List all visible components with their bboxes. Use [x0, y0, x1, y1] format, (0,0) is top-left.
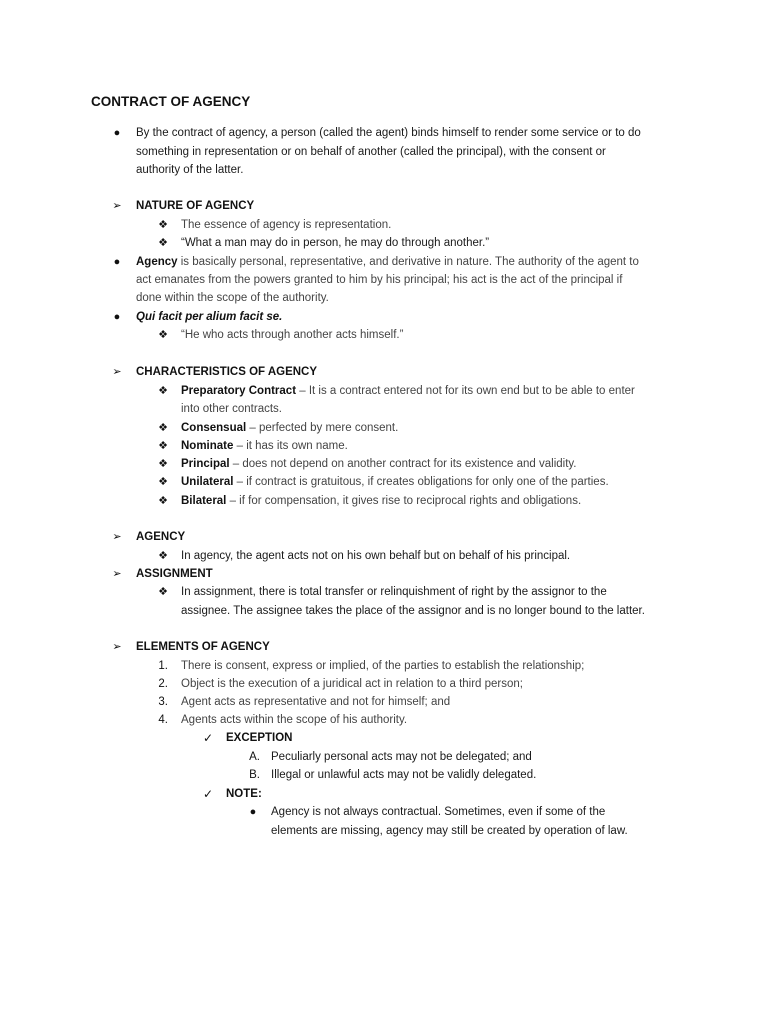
agency-heading: AGENCY — [136, 531, 186, 543]
characteristic-term: Principal — [181, 458, 230, 470]
characteristic-text: – perfected by mere consent. — [246, 422, 399, 434]
characteristic-text: – It is a contract entered not for its own end but to be able to enter — [296, 385, 635, 397]
element-item: Object is the execution of a juridical act in relation to a third person; — [181, 678, 523, 690]
diamond-bullet-icon: ❖ — [158, 476, 168, 488]
agency-item: In agency, the agent acts not on his own behalf but on behalf of his principal. — [181, 550, 571, 562]
intro-line-1: By the contract of agency, a person (called the agent) binds himself to render some service or to do — [136, 127, 641, 139]
latin-maxim: Qui facit per alium facit se. — [136, 311, 283, 323]
list-letter: A. — [249, 751, 260, 763]
arrow-bullet-icon: ➢ — [112, 200, 122, 212]
nature-heading: NATURE OF AGENCY — [136, 200, 255, 212]
agency-bullet-line-2: act emanates from the powers granted to him by his principal; his act is the act of the principal if — [136, 274, 623, 286]
nature-item-2: “What a man may do in person, he may do through another.” — [181, 237, 490, 249]
element-item: Agent acts as representative and not for himself; and — [181, 696, 451, 708]
diamond-bullet-icon: ❖ — [158, 237, 168, 249]
list-number: 1. — [158, 660, 168, 672]
characteristic-term: Bilateral — [181, 495, 227, 507]
characteristic-text: – it has its own name. — [233, 440, 348, 452]
assignment-line-2: assignee. The assignee takes the place of the assignor and is no longer bound to the latter. — [181, 605, 645, 617]
diamond-bullet-icon: ❖ — [158, 550, 168, 562]
characteristic-text: – does not depend on another contract for its existence and validity. — [229, 458, 577, 470]
exception-label: EXCEPTION — [226, 732, 293, 744]
characteristic-text: – if contract is gratuitous, if creates obligations for only one of the parties. — [233, 476, 609, 488]
characteristic-term: Unilateral — [181, 476, 234, 488]
diamond-bullet-icon: ❖ — [158, 385, 168, 397]
agency-bullet-line-3: done within the scope of the authority. — [136, 292, 329, 304]
list-number: 3. — [158, 696, 168, 708]
document-title: CONTRACT OF AGENCY — [91, 94, 251, 109]
nature-item-1: The essence of agency is representation. — [181, 219, 392, 231]
exception-item: Illegal or unlawful acts may not be validly delegated. — [271, 769, 537, 781]
diamond-bullet-icon: ❖ — [158, 329, 168, 341]
characteristic-item — [181, 473, 609, 491]
exception-item: Peculiarly personal acts may not be delegated; and — [271, 751, 532, 763]
diamond-bullet-icon: ❖ — [158, 495, 168, 507]
diamond-bullet-icon: ❖ — [158, 440, 168, 452]
characteristic-text: – if for compensation, it gives rise to reciprocal rights and obligations. — [226, 495, 582, 507]
diamond-bullet-icon: ❖ — [158, 586, 168, 598]
note-line-1: Agency is not always contractual. Sometimes, even if some of the — [271, 806, 606, 818]
assignment-heading: ASSIGNMENT — [136, 568, 213, 580]
list-number: 4. — [158, 714, 168, 726]
arrow-bullet-icon: ➢ — [112, 531, 122, 543]
characteristic-item — [181, 437, 348, 455]
list-letter: B. — [249, 769, 260, 781]
arrow-bullet-icon: ➢ — [112, 641, 122, 653]
characteristic-item — [181, 455, 577, 473]
diamond-bullet-icon: ❖ — [158, 422, 168, 434]
intro-line-2: something in representation or on behalf of another (called the principal), with the consent or — [136, 146, 606, 158]
arrow-bullet-icon: ➢ — [112, 568, 122, 580]
agency-bullet-line-1 — [136, 253, 639, 271]
assignment-line-1: In assignment, there is total transfer or relinquishment of right by the assignor to the — [181, 586, 607, 598]
checkmark-icon: ✓ — [202, 731, 214, 745]
characteristic-term: Preparatory Contract — [181, 385, 297, 397]
diamond-bullet-icon: ❖ — [158, 219, 168, 231]
bullet-icon: ● — [113, 256, 121, 268]
checkmark-icon: ✓ — [202, 787, 214, 801]
latin-translation: “He who acts through another acts himself.” — [181, 329, 404, 341]
characteristic-term: Consensual — [181, 422, 247, 434]
bullet-icon: ● — [249, 806, 257, 818]
bullet-icon: ● — [113, 127, 121, 139]
characteristic-item — [181, 382, 635, 400]
note-line-2: elements are missing, agency may still be created by operation of law. — [271, 825, 628, 837]
characteristic-item — [181, 419, 398, 437]
element-item: Agents acts within the scope of his authority. — [181, 714, 408, 726]
element-item: There is consent, express or implied, of the parties to establish the relationship; — [181, 660, 585, 672]
diamond-bullet-icon: ❖ — [158, 458, 168, 470]
elements-heading: ELEMENTS OF AGENCY — [136, 641, 270, 653]
characteristic-item-cont: into other contracts. — [181, 403, 282, 415]
intro-line-3: authority of the latter. — [136, 164, 244, 176]
agency-term: Agency — [136, 256, 178, 268]
list-number: 2. — [158, 678, 168, 690]
characteristic-term: Nominate — [181, 440, 234, 452]
agency-bullet-text: is basically personal, representative, and derivative in nature. The authority of the agent to — [177, 256, 639, 268]
note-label: NOTE: — [226, 788, 262, 800]
characteristics-heading: CHARACTERISTICS OF AGENCY — [136, 366, 318, 378]
characteristic-item — [181, 492, 581, 510]
arrow-bullet-icon: ➢ — [112, 366, 122, 378]
bullet-icon: ● — [113, 311, 121, 323]
